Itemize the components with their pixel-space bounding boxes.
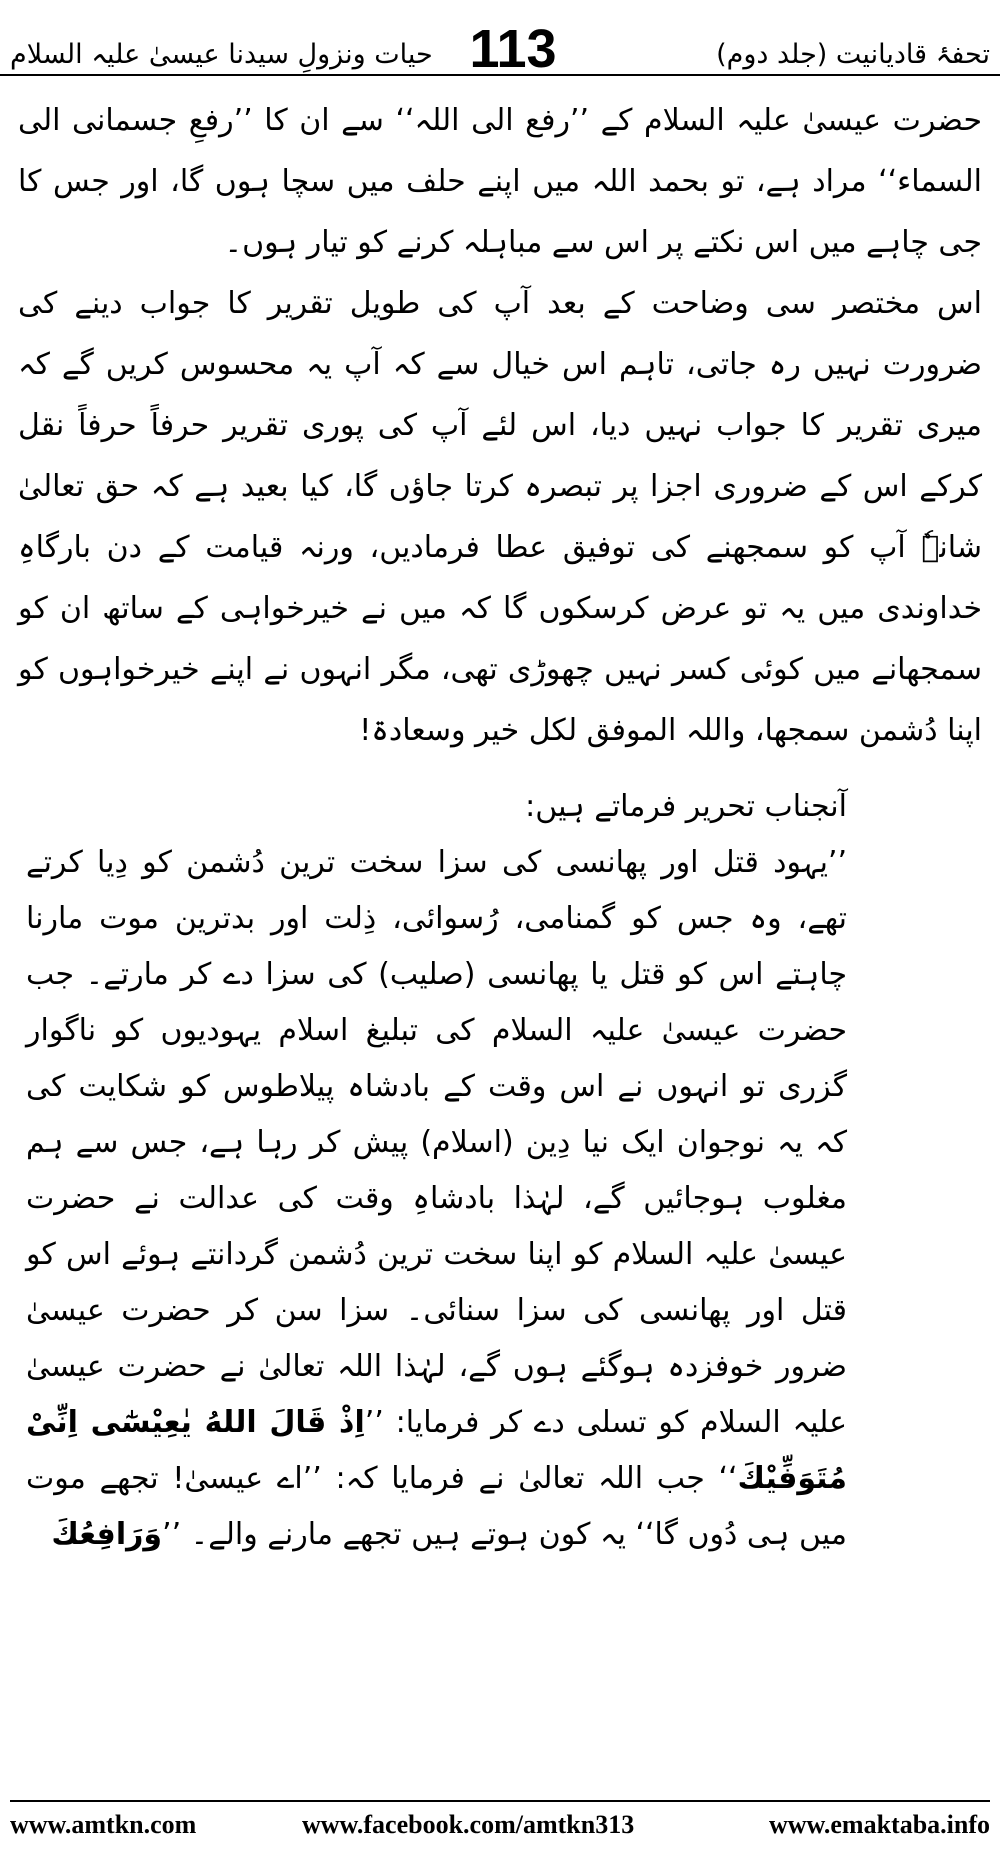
book-title: تحفۂ قادیانیت (جلد دوم) bbox=[716, 39, 990, 70]
page-body bbox=[18, 90, 982, 1563]
page-footer bbox=[10, 1808, 990, 1842]
paragraph-2: اس مختصر سی وضاحت کے بعد آپ کی طویل تقریر کا جواب دینے کی ضرورت نہیں رہ جاتی، تاہم اس خیال سے کہ آپ یہ محسوس کریں گے کہ میری تقریر کا جواب نہیں دیا، اس لئے آپ کی پوری تقریر حرفاً حرفاً نقل کرکے اس کے ضروری اجزا پر تبصرہ کرتا جاؤں گا، کیا بعید ہے کہ حق تعالیٰ شانہٗ آپ کو سمجھنے کی توفیق عطا فرمادیں، ورنہ قیامت کے دن بارگاہِ خداوندی میں یہ تو عرض کرسکوں گا کہ میں نے خیرخواہی کے ساتھ ان کو سمجھانے میں کوئی کسر نہیں چھوڑی تھی، مگر انہوں نے اپنے خیرخواہوں کو اپنا دُشمن سمجھا، واللہ الموفق لکل خیر وسعادۃ! bbox=[18, 286, 982, 748]
quote-text-2: ‘‘ جب اللہ تعالیٰ نے فرمایا کہ: ’’اے عیسیٰ! تجھے موت میں ہی دُوں گا‘‘ یہ کون ہوتے ہیں تجھے مارنے والے۔ ’’ bbox=[26, 1461, 847, 1552]
paragraph-1: حضرت عیسیٰ علیہ السلام کے ’’رفع الی اللہ‘‘ سے ان کا ’’رفعِ جسمانی الی السماء‘‘ مراد ہے، تو بحمد اللہ میں اپنے حلف میں سچا ہوں گا، اور جس کا جی چاہے میں اس نکتے پر اس سے مباہلہ کرنے کو تیار ہوں۔ bbox=[18, 103, 982, 260]
quote-intro: آنجناب تحریر فرماتے ہیں: bbox=[525, 789, 847, 824]
block-quote bbox=[18, 835, 982, 1563]
quran-verse-1: اِذْ قَالَ اللهُ يٰعِيْسٰٓى اِنِّىْ مُتَوَفِّيْكَ bbox=[26, 1405, 847, 1496]
footer-link-facebook[interactable]: www.facebook.com/amtkn313 bbox=[302, 1810, 635, 1839]
quote-text-1: ’’یہود قتل اور پھانسی کی سزا سخت ترین دُشمن کو دِیا کرتے تھے، وہ جس کو گمنامی، رُسوائی، ذِلت اور بدترین موت مارنا چاہتے اس کو قتل یا پھانسی (صلیب) کی سزا دے کر مارتے۔ جب حضرت عیسیٰ علیہ السلام کی تبلیغ اسلام یہودیوں کو ناگوار گزری تو انہوں نے اس وقت کے بادشاہ پیلاطوس کو شکایت کی کہ یہ نوجوان ایک نیا دِین (اسلام) پیش کر رہا ہے، جس سے ہم مغلوب ہوجائیں گے، لہٰذا بادشاہِ وقت کی عدالت نے حضرت عیسیٰ علیہ السلام کو اپنا سخت ترین دُشمن گردانتے ہوئے اس کو قتل اور پھانسی کی سزا سنائی۔ سزا سن کر حضرت عیسیٰ ضرور خوفزدہ ہوگئے ہوں گے، لہٰذا اللہ تعالیٰ نے حضرت عیسیٰ علیہ السلام کو تسلی دے کر فرمایا: ’’ bbox=[26, 845, 847, 1440]
header-rule bbox=[0, 74, 1000, 76]
page-number: 113 bbox=[469, 19, 557, 79]
page-header bbox=[10, 18, 990, 88]
quran-verse-2: وَرَافِعُكَ bbox=[51, 1517, 163, 1552]
footer-link-amtkn[interactable]: www.amtkn.com bbox=[10, 1810, 197, 1839]
footer-link-emaktaba[interactable]: www.emaktaba.info bbox=[768, 1810, 990, 1839]
chapter-title: حیات ونزولِ سیدنا عیسیٰ علیہ السلام bbox=[10, 39, 433, 70]
footer-rule bbox=[10, 1800, 990, 1802]
